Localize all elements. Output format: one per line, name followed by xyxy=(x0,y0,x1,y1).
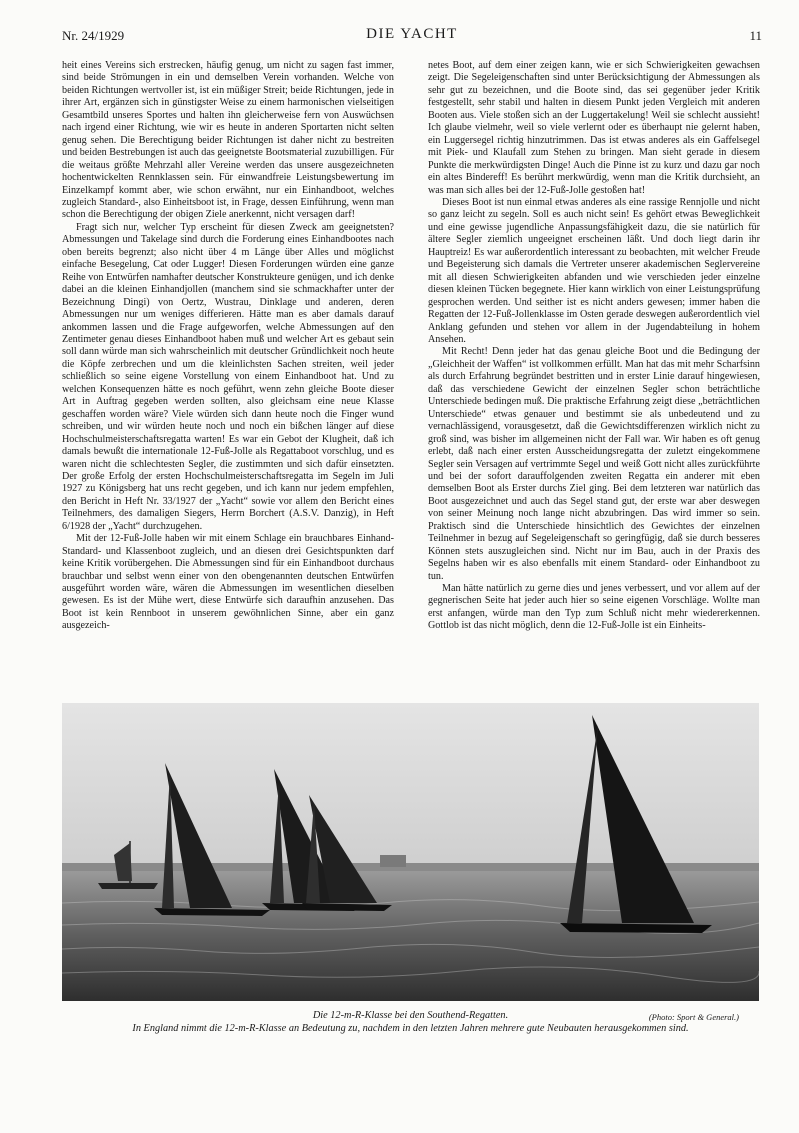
sailing-yachts-image xyxy=(62,703,759,1001)
page-header xyxy=(62,28,762,50)
paragraph: netes Boot, auf dem einer zeigen kann, wie er sich Schwierigkeiten gewachsen zeigt. Die Segeleigenschaften sind unter Berücksichtigung der Abmessungen als sehr gut zu bezeichnen, und die Boote sind, das sei gegenüber jeder Kritik festgestellt, sehr stabil und halten in diesem Punkt jeden Vergleich mit anderen Booten aus. Viele stoßen sich an der Luggertakelung! Weil sie schlecht aussieht! Ich glaube vielmehr, weil so viele verlernt oder es überhaupt nie gelernt haben, ein Luggersegel richtig hinzutrimmen. Das ist etwas anderes als ein Gaffelsegel mit Piek- und Klaufall zum Stehen zu bringen. Man sieht gerade in diesem Punkte die merkwürdigsten Dinge! Auch die Pinne ist zu kurz und dazu gar noch ein altes Bindereff! Es berührt merkwürdig, wenn man die Kritik durchsieht, an was man sich alles bei der 12-Fuß-Jolle gestoßen hat! xyxy=(428,60,760,196)
caption-title: Die 12-m-R-Klasse bei den Southend-Regatten. xyxy=(312,1010,509,1021)
issue-number: Nr. 24/1929 xyxy=(62,28,125,43)
caption-subtitle: In England nimmt die 12-m-R-Klasse an Bedeutung zu, nachdem in den letzten Jahren mehrere gute Neubauten herausgekommen sind. xyxy=(132,1022,689,1034)
paragraph: Mit Recht! Denn jeder hat das genau gleiche Boot und die Bedingung der „Gleichheit der Waffen“ ist vollkommen erfüllt. Man hat das mit mehr Scharfsinn als durch Erfahrung begründet bestritten und in erster Linie darauf hingewiesen, daß das verschiedene Gewicht der einzelnen Segler schon beträchtliche Unterschiede bedingen muß. Die praktische Erfahrung zeigt diese „beträchtlichen Unterschiede“ etwas genauer und bestimmt sie als unbedeutend und zu vernachlässigend, vorausgesetzt, daß die Gewichtsdifferenzen wirklich nicht zu groß sind, was bisher im allgemeinen nicht der Fall war. Wir haben es oft genug erlebt, daß nach einer ersten Ausscheidungsregatta der zuletzt eingekommene Segler sein Versagen auf vertrimmte Segel und weiß Gott nicht alles zurückführte und bei der sofort darauffolgenden zweiten Regatta ein anderer mit eben demselben Boot als Erster durchs Ziel ging. Bei dem letzteren war natürlich das Boot ausgezeichnet und auch das Segel stand gut, der erste war aber deswegen von seiner Meinung noch lange nicht abzubringen. Das wird immer so sein. Praktisch sind die Unterschiede hinsichtlich des Gewichtes der einzelnen Teilnehmer in bezug auf Segeleigenschaft so geringfügig, daß sie durch besseres Können stets auszugleichen sind. Nicht nur im Bau, auch in der Praxis des Segelns haben wir es also ebenfalls mit einem Standard- oder Einhandboot zu tun. xyxy=(428,346,760,582)
photo-credit: (Photo: Sport & General.) xyxy=(648,1012,739,1022)
page-number: 11 xyxy=(749,28,762,43)
paragraph: Dieses Boot ist nun einmal etwas anderes als eine rassige Rennjolle und nicht so ganz leicht zu segeln. Soll es auch nicht sein! Es gehört etwas Beweglichkeit und eine gewisse jugendliche Anpassungsfähigkeit dazu, die sie natürlich für ältere Segler ziemlich ungeeignet erscheinen läßt. Und doch liegt darin ihr Hauptreiz! Es war außerordentlich interessant zu beobachten, mit welcher Freude und Begeisterung sich damals die Vertreter unserer akademischen Seglervereine mit all diesen Schwierigkeiten abfanden und wie verschieden jeder einzelne diesen kleinen Tücken begegnete. Hier kann wirklich von einer Leistungsprüfung gesprochen werden. Und seither ist es nicht anders gewesen; immer haben die Regatten der 12-Fuß-Jollenklasse im Osten gerade deswegen außerordentlich viel Anklang gefunden und stehen vor allem in der Jugendabteilung in hohem Ansehen. xyxy=(428,196,760,345)
left-text-column xyxy=(62,60,394,695)
magazine-title: DIE YACHT xyxy=(366,26,458,42)
right-text-column xyxy=(428,60,760,695)
paragraph: heit eines Vereins sich erstrecken, häufig genug, um nicht zu sagen fast immer, sind beide Strömungen in ein und demselben Verein vorhanden. Welche von beiden Richtungen wertvoller ist, ist ein müßiger Streit; beide Richtungen, jede in ihrer Art, ergänzen sich in günstigster Weise zu einem harmonischen vielseitigen Gesamtbild unseres Sportes und halten ihn gleicherweise fern von Auswüchsen nach irgend einer Richtung, wie wir es heute in anderen Sportarten nicht selten genug sehen. Die Berechtigung beider Richtungen ist daher nicht zu bestreiten und beiden Bestrebungen ist auch das geeignetste Bootsmaterial zuzubilligen. Für die weitaus größte Mehrzahl aller Vereine werden das unsere ausgezeichneten hochentwickelten Rennklassen sein. Für einwandfreie Leistungsbewertung im Einzelkampf kommt aber, wie schon erwähnt, nur ein Einhandboot, welches zugleich Standard-, also Einheitsboot ist, in Frage, dessen Einführung, wenn man schon die Berechtigung der obigen Ziele anerkennt, nicht versagen darf! xyxy=(62,60,394,221)
paragraph: Man hätte natürlich zu gerne dies und jenes verbessert, und vor allem auf der gegnerischen Seite hat jeder auch hier so seine eigenen Vorschläge. Wollte man erst anfangen, würde man den Typ zum Schluß nicht mehr wiedererkennen. Gottlob ist das nicht möglich, denn die 12-Fuß-Jolle ist ein Einheits- xyxy=(428,583,760,632)
regatta-photo xyxy=(62,703,759,1001)
paragraph: Mit der 12-Fuß-Jolle haben wir mit einem Schlage ein brauchbares Einhand-Standard- und Klassenboot zugleich, und an diesen drei Gesichtspunkten darf keine Kritik vorübergehen. Die Abmessungen sind für ein Einhandboot durchaus brauchbar und selbst wenn einer von den obengenannten deutschen Entwürfen ausgeführt worden wäre, wären die Abmessungen im wesentlichen dieselben gewesen. Es ist der Mühe wert, diese Entwürfe sich daraufhin anzusehen. Das Boot ist kein Rennboot in unserem gewöhnlichen Sinne, aber ein ganz ausgezeich- xyxy=(62,533,394,632)
photo-caption xyxy=(62,1010,759,1035)
paragraph: Fragt sich nur, welcher Typ erscheint für diesen Zweck am geeignetsten? Abmessungen und Takelage sind durch die Forderung eines Einhandbootes nach oben bereits begrenzt; also nicht über 4 m Länge über Alles und möglichst einfache Besegelung, Cat oder Lugger! Diesen Forderungen würden eine ganze Reihe von Entwürfen namhafter deutscher Konstrukteure genügen, und ich denke dabei an die kleinen Einhandjollen (manchem sind sie schmackhafter unter der Bezeichnung Dingi) von Oertz, Wustrau, Dinklage und anderen, deren Abmessungen nur um weniges differieren. Hätte man es aber damals darauf ankommen lassen und die Frage aufgeworfen, welche Abmessungen auf den Zentimeter genau dieses Einhandboot haben muß und welcher Art es gebaut sein soll dann würde man sich wahrscheinlich mit deutscher Gründlichkeit noch heute die Köpfe zerbrechen und um die kleinlichsten Sachen streiten, weil jeder schließlich so seine eigene Vorstellung von einem Einhandboot hat. Und zu welchen Konsequenzen hätte es noch geführt, wenn zehn gleiche Boote dieser Art in Auftrag gegeben werden sollten, also gleichsam eine neue Klasse geschaffen worden wäre? Viele würden sich dann heute noch die Finger wund schreiben, und wir würden heute noch und noch ein bißchen länger auf diese Hochschulmeisterschaftsregatta warten! Es war ein Gebot der Klugheit, daß ich damals bewußt die internationale 12-Fuß-Jolle als Regattaboot vorschlug, und es waren nicht die schlechtesten Segler, die zustimmten und sich dafür einsetzten. Der große Erfolg der ersten Hochschulmeisterschaftsregatta im Segeln im Juli 1927 zu Königsberg hat uns recht gegeben, und ich kann nur jedem empfehlen, den Bericht in Heft Nr. 33/1927 der „Yacht“ sowie vor allem den Bericht eines Teilnehmers, des damaligen Siegers, Herrn Borchert (A.S.V. Danzig), in Heft 6/1928 der „Yacht“ durchzugehen. xyxy=(62,221,394,532)
